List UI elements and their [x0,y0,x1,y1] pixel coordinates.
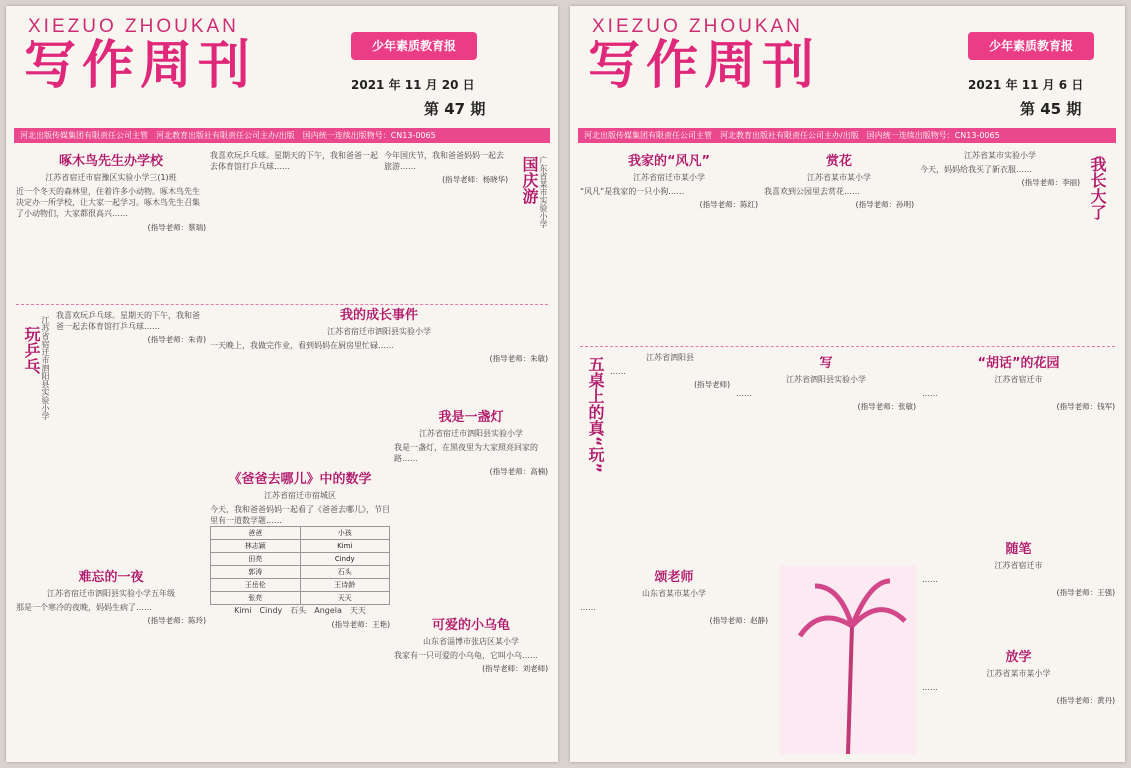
article-body: …… [922,389,938,398]
publisher-strip: 河北出版传媒集团有限责任公司主管 河北教育出版社有限责任公司主办/出版 国内统一连续出版物号：CN13-0065 [578,128,1116,143]
article-teacher: (指导老师：高楠) [489,467,548,477]
article-title: 放学 [1005,650,1032,665]
article-byline: 江苏省宿迁市 [994,375,1043,384]
article-body: 那是一个寒冷的夜晚，妈妈生病了…… [16,603,152,612]
masthead-title: 写作周刊 [588,35,821,96]
publisher-strip: 河北出版传媒集团有限责任公司主管 河北教育出版社有限责任公司主办/出版 国内统一连续出版物号：CN13-0065 [14,128,550,143]
vertical-title: 国庆游 [520,156,539,204]
newspaper-page-left [6,6,558,762]
issue-number: 第 47 期 [424,100,486,118]
issue-date: 2021 年 11 月 20 日 [351,78,475,92]
article-byline: 江苏省某市实验小学 [964,151,1036,160]
article-byline: 江苏省宿迁市宿豫区实验小学三(1)班 [45,173,177,182]
article-desk [610,352,730,552]
table-cell: 郭涛 [211,566,301,579]
article-flowers [764,150,914,340]
article-teacher: (指导老师：杨晓华) [442,175,508,185]
article-teacher: (指导老师：钱军) [1056,402,1115,412]
article-teacher: (指导老师：张敏) [857,402,916,412]
article-teacher: (指导老师：黄丹) [1056,696,1115,706]
article-garden [922,352,1115,532]
article-lamp [394,406,548,606]
article-write [736,352,916,552]
article-byline: 江苏省宿迁市某小学 [633,173,705,182]
article-body: 我喜欢玩乒乓球。星期天的下午，我和爸爸一起去体育馆打乒乓球…… [210,151,378,172]
article-essay [922,538,1115,638]
table-cell: 张亮 [211,592,301,605]
table-cell: 王岳伦 [211,579,301,592]
vertical-title: 我长大了 [1088,156,1107,220]
article-body: 我家有一只可爱的小乌龟，它叫小乌…… [394,651,538,660]
masthead-pinyin: XIEZUO ZHOUKAN [592,16,803,37]
article-body: …… [736,389,752,398]
article-byline: 江苏省宿迁市泗阳县实验小学 [327,327,431,336]
article-teacher: (指导老师：赵静) [709,616,768,626]
article-title: 我是一盏灯 [438,410,504,425]
article-body: 近一个冬天的森林里，住着许多小动物。啄木鸟先生决定办一所学校，让大家一起学习。啄木鸟先生召集了小动物们，大家都很高兴…… [16,187,200,219]
article-body: …… [922,683,938,692]
article-title: 赏花 [825,154,852,169]
article-title: “胡话”的花园 [977,356,1060,371]
divider [580,346,1115,347]
article-teacher: (指导老师) [694,380,730,390]
publication-badge: 少年素质教育报 [351,32,477,60]
vertical-byline: 广东省某市实验小学 [539,156,548,228]
article-byline: 山东省某市某小学 [642,589,706,598]
masthead-title: 写作周刊 [24,35,257,96]
table-cell: Kimi [300,540,390,553]
palm-illustration [780,566,916,754]
table-cell: 爸爸 [211,527,301,540]
article-byline: 江苏省宿迁市宿城区 [264,491,336,500]
article-teacher: (指导老师：孙明) [855,200,914,210]
table-cell: Cindy [300,553,390,566]
article-byline: 山东省淄博市张店区某小学 [423,637,519,646]
grid-names: Kimi Cindy 石头 Angela 天天 [234,606,366,616]
vertical-title: 玩乒乓 [22,326,41,374]
article-byline: 江苏省泗阳县实验小学 [786,375,866,384]
article-body: 我喜欢玩乒乓球。星期天的下午，我和爸爸一起去体育馆打乒乓球…… [56,311,200,332]
table-cell: 林志颖 [211,540,301,553]
article-title: 啄木鸟先生办学校 [58,154,163,169]
article-body: 我是一盏灯，在黑夜里为大家照亮回家的路…… [394,443,538,464]
article-body: 今天，我和爸爸妈妈一起看了《爸爸去哪儿》，节目里有一道数学题…… [210,505,390,526]
article-pingpong [56,310,206,460]
newspaper-page-right [570,6,1125,762]
article-fengfan [580,150,758,340]
article-teacher: (指导老师：李丽) [1021,178,1080,188]
article-byline: 江苏省宿迁市泗阳县实验小学 [419,429,523,438]
table-cell: 王诗龄 [300,579,390,592]
table-cell: 天天 [300,592,390,605]
article-teacher: (指导老师：蔡瑞) [147,222,206,232]
article-teacher: (指导老师：刘老师) [482,664,548,674]
article-cont [210,150,380,260]
article-byline: 江苏省泗阳县 [646,353,694,362]
publication-badge: 少年素质教育报 [968,32,1094,60]
article-national-day [384,150,508,300]
article-teacher: (指导老师：陈玲) [147,616,206,626]
article-title: 我的成长事件 [339,308,418,323]
article-grown-up [920,150,1080,340]
article-teacher-praise [580,566,768,754]
article-title: 随笔 [1005,542,1032,557]
palm-tree-icon [780,566,916,754]
article-teacher: (指导老师：朱青) [147,335,206,345]
article-teacher: (指导老师：王艳) [331,620,390,630]
article-body: …… [580,603,596,612]
article-title: 我家的“风凡” [627,154,711,169]
article-woodpecker [16,150,206,300]
vertical-byline: 江苏省宿迁市泗阳县实验小学 [41,316,50,420]
article-title: 颂老师 [654,570,694,585]
article-byline: 江苏省某市某小学 [986,669,1051,678]
issue-date: 2021 年 11 月 6 日 [968,78,1084,92]
article-title: 写 [819,356,833,371]
table-cell: 石头 [300,566,390,579]
vertical-title: 五桌上的真“玩” [586,356,605,474]
article-turtle [394,614,548,754]
article-body: “风凡”是我家的一只小狗…… [580,187,685,196]
article-unforgettable-night [16,566,206,754]
article-body: …… [922,575,938,584]
article-after-school [922,646,1115,754]
article-body: 我喜欢到公园里去赏花…… [764,187,860,196]
article-byline: 江苏省宿迁市泗阳县实验小学五年级 [47,589,175,598]
article-teacher: (指导老师：陈红) [699,200,758,210]
masthead-pinyin: XIEZUO ZHOUKAN [28,16,239,37]
article-body: 今天，妈妈给我买了新衣服…… [920,165,1032,174]
issue-number: 第 45 期 [1020,100,1082,118]
article-math [210,468,390,688]
article-body: 今年国庆节，我和爸爸妈妈一起去旅游…… [384,151,504,172]
father-child-table [210,526,390,605]
article-byline: 江苏省宿迁市 [994,561,1043,570]
article-title: 可爱的小乌龟 [431,618,510,633]
article-body: 一天晚上，我做完作业，看到妈妈在厨房里忙碌…… [210,341,394,350]
table-cell: 小孩 [300,527,390,540]
article-teacher: (指导老师：王强) [1056,588,1115,598]
article-body: …… [610,367,626,376]
article-title: 难忘的一夜 [78,570,144,585]
table-cell: 田亮 [211,553,301,566]
article-title: 《爸爸去哪儿》中的数学 [228,472,372,487]
article-byline: 江苏省某市某小学 [807,173,871,182]
article-teacher: (指导老师：朱敏) [489,354,548,364]
